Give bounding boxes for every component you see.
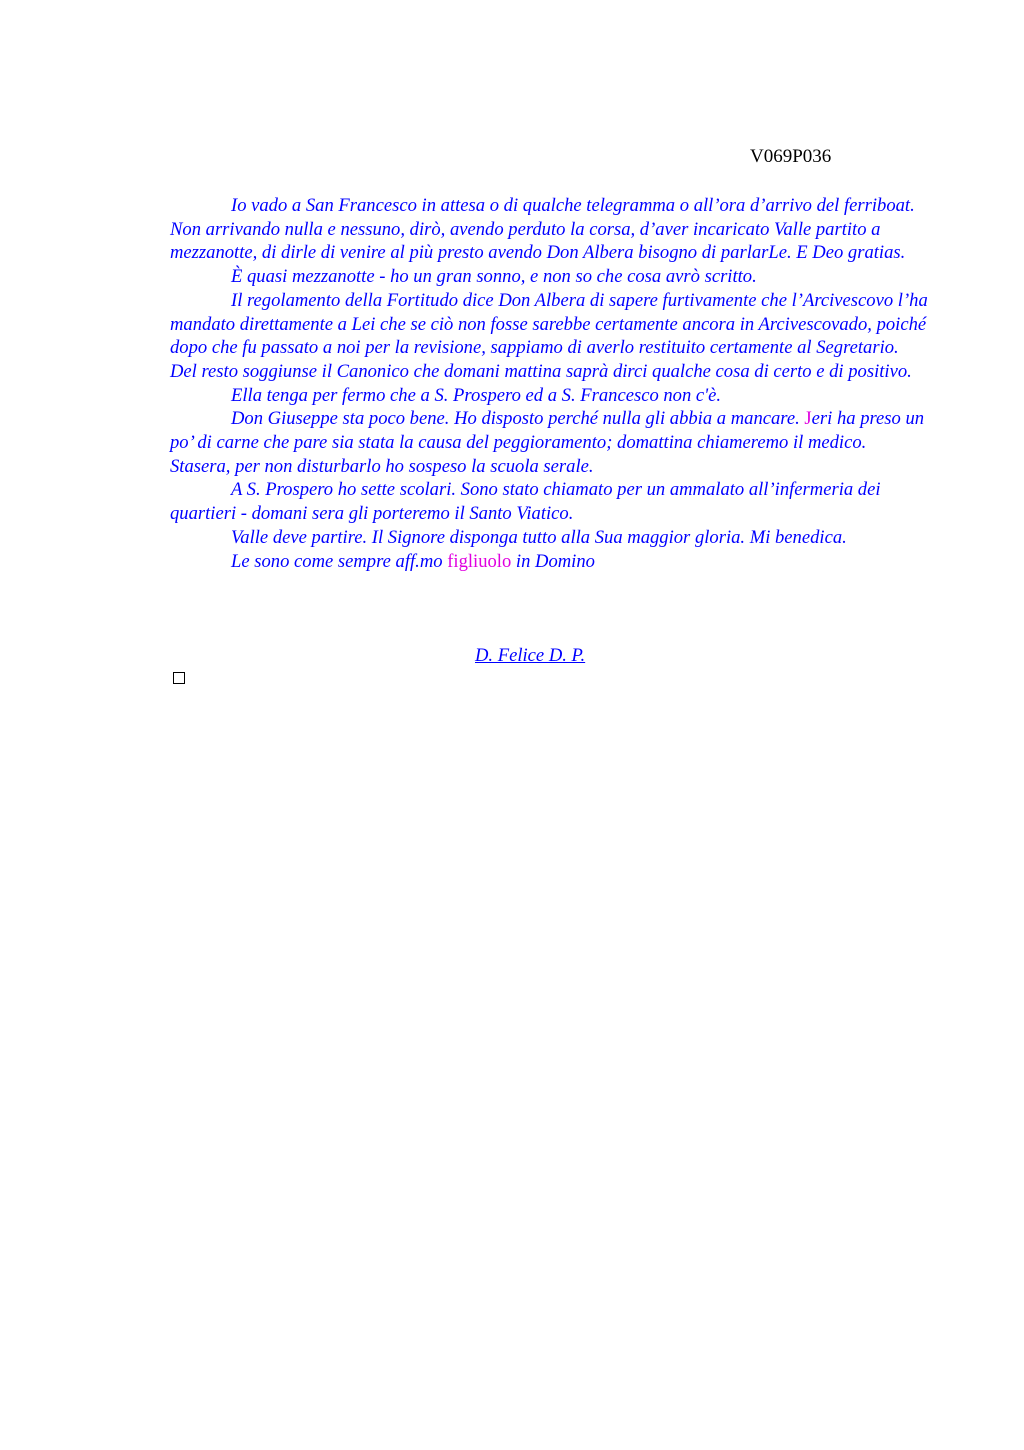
paragraph-4: Ella tenga per fermo che a S. Prospero ed a S. Francesco non c'è. [231,384,722,406]
checkbox-square-icon [173,672,185,684]
paragraph-8 [170,550,930,574]
paragraph-8-highlight: figliuolo [447,550,512,572]
paragraph-5-text-before: Don Giuseppe sta poco bene. Ho disposto perché nulla gli abbia a mancare. [231,408,805,430]
paragraph-5-highlight: J [804,408,812,430]
paragraph-8-text-after: in Domino [511,550,595,572]
paragraph-6: A S. Prospero ho sette scolari. Sono stato chiamato per un ammalato all’infermeria dei quartieri - domani sera gli porteremo il Santo Viatico. [170,479,881,525]
signature: D. Felice D. P. [475,645,586,666]
paragraph-1: Io vado a San Francesco in attesa o di qualche telegramma o all’ora d’arrivo del ferriboat. Non arrivando nulla e nessuno, dirò, avendo perduto la corsa, d’aver incaricato Valle partito a mezzanotte, di dirle di venire al più presto avendo Don Albera bisogno di parlarLe. E Deo gratias. [170,195,915,264]
paragraph-8-text-before: Le sono come sempre aff.mo [231,550,448,572]
paragraph-3: Il regolamento della Fortitudo dice Don Albera di sapere furtivamente che l’Arcivescovo l’ha mandato direttamente a Lei che se ciò non fosse sarebbe certamente ancora in Arcivescovado, poiché dopo che fu passato a noi per la revisione, sappiamo di averlo restituito certamente al Segretario. Del resto soggiunse il Canonico che domani mattina saprà dirci qualche cosa di certo e di positivo. [170,289,928,382]
paragraph-5 [170,407,930,478]
paragraph-5-text-after: eri ha preso un po’ di carne che pare sia stata la causa del peggioramento; domattina chiameremo il medico. Stasera, per non disturbarlo ho sospeso la scuola serale. [170,408,925,477]
paragraph-2: È quasi mezzanotte - ho un gran sonno, e non so che cosa avrò scritto. [231,266,757,288]
paragraph-7: Valle deve partire. Il Signore disponga tutto alla Sua maggior gloria. Mi benedica. [231,526,847,548]
letter-body [170,194,930,573]
page-id: V069P036 [750,146,832,167]
